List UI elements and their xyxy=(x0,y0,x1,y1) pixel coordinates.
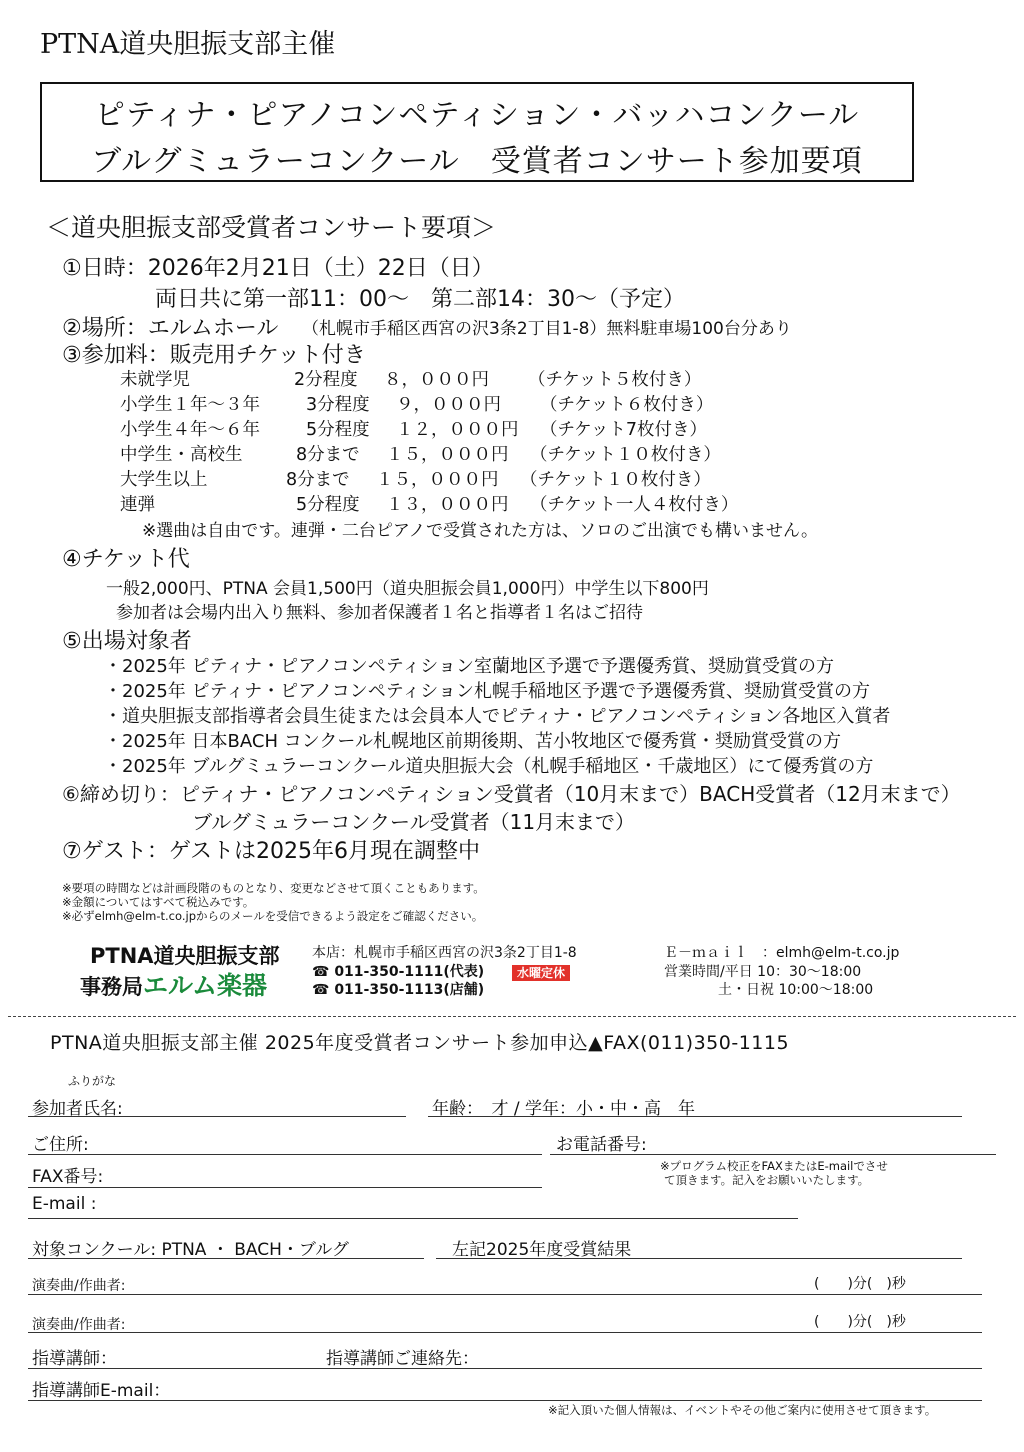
ticket-line-2: 参加者は会場内出入り無料、参加者保護者１名と指導者１名はご招待 xyxy=(116,603,643,623)
closed-day-text: 水曜定休 xyxy=(512,965,570,981)
date-label: ①日時：2026年2月21日（土）22日（日） xyxy=(62,256,494,281)
office-line-2 xyxy=(80,966,267,1002)
fee-duration: 2分程度 xyxy=(294,370,358,390)
form-heading: PTNA道央胆振支部主催 2025年度受賞者コンサート参加申込▲FAX(011)350-1115 xyxy=(50,1032,790,1054)
target-item: ・2025年 ピティナ・ピアノコンペティション室蘭地区予選で予選優秀賞、奨励賞受賞の方 xyxy=(104,656,834,677)
fee-duration: 5分程度 xyxy=(296,495,360,515)
fee-duration: 3分程度 xyxy=(306,395,370,415)
address-field-line[interactable] xyxy=(28,1154,542,1155)
office-org-name: PTNA道央胆振支部 xyxy=(90,944,280,968)
contest-field-label[interactable]: 対象コンクール: PTNA ・ BACH・ブルグ xyxy=(32,1240,349,1260)
fee-tickets: （チケット６枚付き） xyxy=(540,395,714,415)
ticket-line-1: 一般2,000円、PTNA 会員1,500円（道央胆振会員1,000円）中学生以下800円 xyxy=(106,579,709,599)
venue-detail: （札幌市手稲区西宮の沢3条2丁目1-8）無料駐車場100台分あり xyxy=(302,319,792,339)
concert-heading: ＜道央胆振支部受賞者コンサート要項＞ xyxy=(46,213,497,242)
title-box xyxy=(40,82,914,182)
fee-duration: 8分まで xyxy=(286,470,350,490)
target-item: ・2025年 日本BACH コンクール札幌地区前期後期、苫小牧地区で優秀賞・奨励賞受賞の方 xyxy=(104,731,841,752)
office-phone-1: ☎ 011-350-1111(代表) xyxy=(312,964,485,980)
piece-2-line[interactable] xyxy=(28,1332,982,1333)
result-field-label[interactable]: 左記2025年度受賞結果 xyxy=(452,1240,632,1260)
fee-tickets: （チケット５枚付き） xyxy=(528,370,702,390)
office-address: 本店：札幌市手稲区西宮の沢3条2丁目1-8 xyxy=(312,945,577,961)
piece-2-label[interactable]: 演奏曲/作曲者: xyxy=(32,1317,126,1333)
target-item: ・道央胆振支部指導者会員生徒または会員本人でピティナ・ピアノコンペティション各地区入賞者 xyxy=(104,706,891,727)
note-line: ※必ずelmh@elm-t.co.jpからのメールを受信できるよう設定をご確認ください。 xyxy=(62,909,484,923)
result-field-line[interactable] xyxy=(436,1258,962,1259)
date-detail: 両日共に第一部11：00～ 第二部14：30～（予定） xyxy=(155,287,685,312)
fee-price: １５，０００円 xyxy=(376,470,499,490)
target-item: ・2025年 ピティナ・ピアノコンペティション札幌手稲地区予選で予選優秀賞、奨励賞受賞の方 xyxy=(104,681,870,702)
teacher-field-label[interactable]: 指導講師： xyxy=(32,1349,117,1369)
ticket-label: ④チケット代 xyxy=(62,547,190,572)
fee-price: １２，０００円 xyxy=(396,420,519,440)
office-email: Ｅ－ｍａｉｌ ：elmh@elm-t.co.jp xyxy=(664,945,900,961)
fee-group: 未就学児 xyxy=(120,370,190,390)
venue-label: ②場所：エルムホール xyxy=(62,316,279,341)
title-line-2: ブルグミュラーコンクール 受賞者コンサート参加要項 xyxy=(91,144,863,179)
fax-field-line[interactable] xyxy=(28,1187,542,1188)
furigana-label: ふりがな xyxy=(68,1074,117,1088)
title-line-1: ピティナ・ピアノコンペティション・バッハコンクール xyxy=(94,98,860,133)
piece-2-time[interactable]: ( )分( )秒 xyxy=(814,1314,906,1330)
teacher-email-label[interactable]: 指導講師E-mail： xyxy=(32,1381,171,1401)
fee-tickets: （チケット１０枚付き） xyxy=(530,445,721,465)
fee-tickets: （チケット１０枚付き） xyxy=(520,470,711,490)
phone-note-1: ※プログラム校正をFAXまたはE-mailでさせ xyxy=(660,1159,888,1173)
fax-field-label[interactable]: FAX番号: xyxy=(32,1167,104,1187)
fee-duration: 5分程度 xyxy=(306,420,370,440)
fee-tickets: （チケット一人４枚付き） xyxy=(530,495,739,515)
teacher-contact-label[interactable]: 指導講師ご連絡先： xyxy=(326,1349,479,1369)
office-prefix: 事務局 xyxy=(80,975,143,999)
fee-price: ８，０００円 xyxy=(384,370,489,390)
piece-1-label[interactable]: 演奏曲/作曲者: xyxy=(32,1278,126,1294)
office-hours-weekday: 営業時間/平日 10：30～18:00 xyxy=(664,964,862,980)
fee-price: ９，０００円 xyxy=(396,395,501,415)
closed-day-badge xyxy=(512,962,570,981)
age-field-line[interactable] xyxy=(428,1116,962,1117)
target-label: ⑤出場対象者 xyxy=(62,629,192,654)
phone-note-2: て頂きます。記入をお願いいたします。 xyxy=(664,1173,870,1187)
age-field-label[interactable]: 年齢： 才 / 学年：小・中・高 年 xyxy=(432,1099,696,1119)
fee-group: 中学生・高校生 xyxy=(120,445,243,465)
address-field-label[interactable]: ご住所: xyxy=(32,1135,89,1155)
deadline-line-1: ⑥締め切り：ピティナ・ピアノコンペティション受賞者（10月末まで）BACH受賞者（12月末まで） xyxy=(62,782,961,806)
cut-line xyxy=(8,1016,1016,1017)
fee-tickets: （チケット7枚付き） xyxy=(540,420,708,440)
office-hours-weekend: 土・日祝 10:00～18:00 xyxy=(718,982,874,998)
privacy-note: ※記入頂いた個人情報は、イベントやその他ご案内に使用させて頂きます。 xyxy=(548,1403,937,1417)
fee-price: １５，０００円 xyxy=(386,445,509,465)
target-item: ・2025年 ブルグミュラーコンクール道央胆振大会（札幌手稲地区・千歳地区）にて優秀賞の方 xyxy=(104,756,874,777)
guest-line: ⑦ゲスト：ゲストは2025年6月現在調整中 xyxy=(62,839,480,864)
note-line: ※金額についてはすべて税込みです。 xyxy=(62,895,255,909)
teacher-email-line[interactable] xyxy=(28,1400,982,1401)
fee-group: 小学生４年～６年 xyxy=(120,420,260,440)
deadline-line-2: ブルグミュラーコンクール受賞者（11月末まで） xyxy=(192,810,636,834)
name-field-label[interactable]: 参加者氏名: xyxy=(32,1099,123,1119)
organizer-header: PTNA道央胆振支部主催 xyxy=(40,29,336,60)
piece-1-time[interactable]: ( )分( )秒 xyxy=(814,1276,906,1292)
teacher-line[interactable] xyxy=(28,1368,982,1369)
contest-field-line[interactable] xyxy=(28,1258,424,1259)
fee-group: 連弾 xyxy=(120,495,155,515)
email-field-label[interactable]: E-mail : xyxy=(32,1194,97,1214)
fee-group: 小学生１年～３年 xyxy=(120,395,260,415)
phone-field-line[interactable] xyxy=(550,1154,996,1155)
office-phone-2: ☎ 011-350-1113(店舗) xyxy=(312,982,485,998)
fee-group: 大学生以上 xyxy=(120,470,208,490)
phone-field-label[interactable]: お電話番号: xyxy=(556,1135,647,1155)
fee-duration: 8分まで xyxy=(296,445,360,465)
note-line: ※要項の時間などは計画段階のものとなり、変更などさせて頂くこともあります。 xyxy=(62,881,485,895)
fee-price: １３，０００円 xyxy=(386,495,509,515)
fee-label: ③参加料：販売用チケット付き xyxy=(62,343,366,368)
piece-1-line[interactable] xyxy=(28,1294,982,1295)
elm-brand-logo: エルム楽器 xyxy=(143,971,268,1000)
fee-note: ※選曲は自由です。連弾・二台ピアノで受賞された方は、ソロのご出演でも構いません。 xyxy=(142,521,819,541)
email-field-line[interactable] xyxy=(28,1218,798,1219)
name-field-line[interactable] xyxy=(28,1116,406,1117)
